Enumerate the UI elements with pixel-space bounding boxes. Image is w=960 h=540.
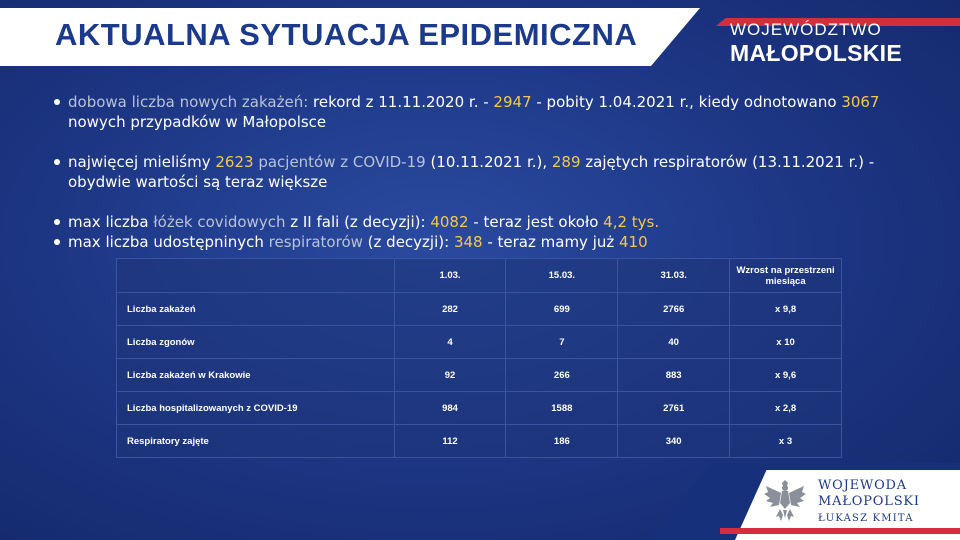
bullet-value: 2623 <box>215 153 254 171</box>
header <box>0 0 960 80</box>
table-cell: 92 <box>394 359 506 392</box>
bullet-text: (z decyzji): <box>362 233 454 251</box>
red-accent-stripe-bottom <box>720 528 960 534</box>
table-cell: 699 <box>506 293 618 326</box>
table-row <box>117 392 842 425</box>
table-row-label: Liczba zgonów <box>117 326 395 359</box>
footer-name: ŁUKASZ KMITA <box>818 513 914 524</box>
bullet-text: - teraz jest około <box>468 213 604 231</box>
table-cell: x 3 <box>730 425 842 458</box>
bullet-respirators <box>52 232 932 252</box>
table-cell: 186 <box>506 425 618 458</box>
brand-region-label: WOJEWÓDZTWO <box>730 20 882 39</box>
bullet-text: - teraz mamy już <box>482 233 620 251</box>
bullet-text: łóżek covidowych <box>153 213 286 231</box>
table-row <box>117 359 842 392</box>
bullet-value: 410 <box>619 233 648 251</box>
bullet-text: zajętych respiratorów (13.11.2021 r.) - obydwie wartości są teraz większe <box>68 153 875 191</box>
bullet-text: rekord z 11.11.2020 r. - <box>313 93 494 111</box>
table-cell: 984 <box>394 392 506 425</box>
table-row <box>117 425 842 458</box>
table-cell: 282 <box>394 293 506 326</box>
table-row <box>117 293 842 326</box>
table-header-cell: Wzrost na przestrzeni miesiąca <box>730 259 842 293</box>
bullet-value: 2947 <box>493 93 532 111</box>
table-header-cell: 15.03. <box>506 259 618 293</box>
table-cell: 2761 <box>618 392 730 425</box>
table-header-cell <box>117 259 395 293</box>
table-cell: 340 <box>618 425 730 458</box>
page-title: AKTUALNA SYTUACJA EPIDEMICZNA <box>55 17 638 52</box>
table-row-label: Liczba zakażeń <box>117 293 395 326</box>
bullet-text: respiratorów <box>268 233 363 251</box>
bullet-text: dobowa liczba nowych zakażeń: <box>68 93 314 111</box>
bullet-daily-infections <box>52 92 932 132</box>
polish-eagle-icon <box>762 476 808 526</box>
bullet-text: z II fali (z decyzji): <box>285 213 431 231</box>
bullet-value: 4082 <box>430 213 469 231</box>
table-cell: 4 <box>394 326 506 359</box>
bullet-text: (10.11.2021 r.), <box>425 153 552 171</box>
bullet-text: nowych przypadków w Małopolsce <box>68 113 327 131</box>
bullet-max-patients <box>52 152 932 192</box>
table-cell: 7 <box>506 326 618 359</box>
table-row-label: Liczba hospitalizowanych z COVID-19 <box>117 392 395 425</box>
table-cell: 883 <box>618 359 730 392</box>
footer-title-line1: WOJEWODA <box>818 478 907 493</box>
bullet-value: 4,2 tys. <box>603 213 660 231</box>
table-row-label: Liczba zakażeń w Krakowie <box>117 359 395 392</box>
bullet-text: pacjentów z COVID-19 <box>253 153 426 171</box>
table-cell: 2766 <box>618 293 730 326</box>
table-cell: 1588 <box>506 392 618 425</box>
bullet-text: najwięcej mieliśmy <box>68 153 216 171</box>
table-row-label: Respiratory zajęte <box>117 425 395 458</box>
bullet-value: 348 <box>453 233 483 251</box>
table-header-row <box>117 259 842 293</box>
table-cell: x 9,8 <box>730 293 842 326</box>
bullet-value: 289 <box>551 153 581 171</box>
table-header-cell: 31.03. <box>618 259 730 293</box>
table-cell: x 10 <box>730 326 842 359</box>
footer-title-line2: MAŁOPOLSKI <box>818 494 920 509</box>
table-cell: 266 <box>506 359 618 392</box>
table-row <box>117 326 842 359</box>
bullet-list <box>52 92 932 252</box>
table-cell: x 2,8 <box>730 392 842 425</box>
bullet-value: 3067 <box>841 93 880 111</box>
table-cell: x 9,6 <box>730 359 842 392</box>
table-header-cell: 1.03. <box>394 259 506 293</box>
bullet-text: max liczba <box>68 213 154 231</box>
table-cell: 40 <box>618 326 730 359</box>
bullet-text: - pobity 1.04.2021 r., kiedy odnotowano <box>531 93 842 111</box>
bullet-covid-beds <box>52 212 932 232</box>
bullet-text: max liczba udostępninych <box>68 233 269 251</box>
table-cell: 112 <box>394 425 506 458</box>
statistics-table <box>116 258 842 458</box>
brand-region-name: MAŁOPOLSKIE <box>730 40 902 66</box>
